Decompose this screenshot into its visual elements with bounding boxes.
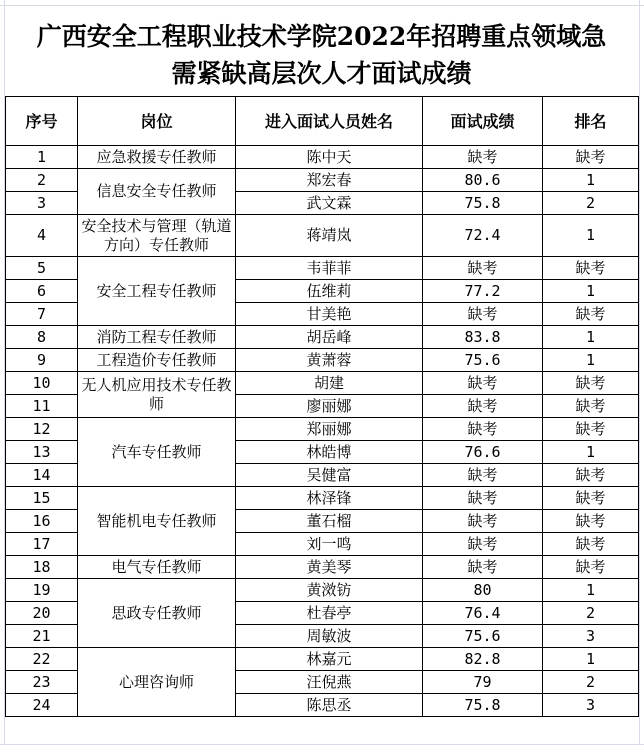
cell-rank: 1 (543, 169, 639, 192)
cell-name: 黄萧蓉 (236, 349, 423, 372)
table-row (6, 215, 639, 257)
cell-name: 周敏波 (236, 625, 423, 648)
cell-rank: 缺考 (543, 395, 639, 418)
table-row (6, 257, 639, 280)
table-row (6, 579, 639, 602)
header-rank: 排名 (543, 97, 639, 146)
cell-score: 缺考 (423, 487, 543, 510)
cell-no: 3 (6, 192, 78, 215)
cell-rank: 缺考 (543, 556, 639, 579)
table-row (6, 648, 639, 671)
cell-no: 13 (6, 441, 78, 464)
cell-rank: 3 (543, 694, 639, 717)
cell-score: 缺考 (423, 510, 543, 533)
cell-no: 7 (6, 303, 78, 326)
cell-score: 缺考 (423, 395, 543, 418)
cell-score: 缺考 (423, 464, 543, 487)
cell-rank: 缺考 (543, 533, 639, 556)
cell-score: 缺考 (423, 533, 543, 556)
cell-no: 24 (6, 694, 78, 717)
header-candidate-name: 进入面试人员姓名 (236, 97, 423, 146)
cell-rank: 缺考 (543, 487, 639, 510)
cell-rank: 缺考 (543, 257, 639, 280)
cell-no: 20 (6, 602, 78, 625)
cell-position: 应急救援专任教师 (78, 146, 236, 169)
cell-score: 77.2 (423, 280, 543, 303)
table-row (6, 349, 639, 372)
cell-rank: 1 (543, 326, 639, 349)
cell-name: 郑丽娜 (236, 418, 423, 441)
cell-name: 胡建 (236, 372, 423, 395)
cell-position: 思政专任教师 (78, 579, 236, 648)
cell-no: 16 (6, 510, 78, 533)
cell-no: 22 (6, 648, 78, 671)
cell-name: 廖丽娜 (236, 395, 423, 418)
cell-position: 安全工程专任教师 (78, 257, 236, 326)
cell-score: 75.8 (423, 694, 543, 717)
table-row (6, 556, 639, 579)
cell-score: 75.8 (423, 192, 543, 215)
cell-name: 杜春亭 (236, 602, 423, 625)
table-row (6, 146, 639, 169)
cell-rank: 1 (543, 648, 639, 671)
cell-score: 76.4 (423, 602, 543, 625)
header-score: 面试成绩 (423, 97, 543, 146)
cell-name: 董石榴 (236, 510, 423, 533)
cell-score: 79 (423, 671, 543, 694)
cell-no: 17 (6, 533, 78, 556)
cell-no: 9 (6, 349, 78, 372)
cell-no: 21 (6, 625, 78, 648)
table-row (6, 169, 639, 192)
cell-rank: 2 (543, 602, 639, 625)
cell-score: 缺考 (423, 372, 543, 395)
cell-name: 黄美琴 (236, 556, 423, 579)
cell-name: 甘美艳 (236, 303, 423, 326)
cell-score: 75.6 (423, 625, 543, 648)
cell-position: 智能机电专任教师 (78, 487, 236, 556)
cell-name: 蒋靖岚 (236, 215, 423, 257)
cell-rank: 1 (543, 579, 639, 602)
cell-position: 消防工程专任教师 (78, 326, 236, 349)
cell-no: 19 (6, 579, 78, 602)
cell-no: 6 (6, 280, 78, 303)
table-row (6, 418, 639, 441)
page-title (5, 6, 638, 96)
cell-score: 缺考 (423, 146, 543, 169)
table-row (6, 372, 639, 395)
cell-name: 汪倪燕 (236, 671, 423, 694)
cell-score: 76.6 (423, 441, 543, 464)
cell-name: 伍维莉 (236, 280, 423, 303)
cell-name: 刘一鸣 (236, 533, 423, 556)
cell-position: 汽车专任教师 (78, 418, 236, 487)
cell-no: 11 (6, 395, 78, 418)
cell-no: 4 (6, 215, 78, 257)
header-no: 序号 (6, 97, 78, 146)
cell-name: 林嘉元 (236, 648, 423, 671)
cell-name: 林泽锋 (236, 487, 423, 510)
cell-rank: 1 (543, 215, 639, 257)
title-line-2: 需紧缺高层次人才面试成绩 (171, 59, 472, 88)
cell-rank: 缺考 (543, 146, 639, 169)
cell-name: 郑宏春 (236, 169, 423, 192)
cell-rank: 缺考 (543, 464, 639, 487)
cell-no: 15 (6, 487, 78, 510)
cell-name: 韦菲菲 (236, 257, 423, 280)
cell-no: 2 (6, 169, 78, 192)
cell-no: 23 (6, 671, 78, 694)
title-line-1: 广西安全工程职业技术学院2022年招聘重点领域急 (36, 22, 607, 51)
cell-name: 吴健富 (236, 464, 423, 487)
cell-score: 82.8 (423, 648, 543, 671)
cell-no: 12 (6, 418, 78, 441)
cell-score: 缺考 (423, 556, 543, 579)
cell-rank: 缺考 (543, 510, 639, 533)
cell-rank: 1 (543, 441, 639, 464)
cell-no: 1 (6, 146, 78, 169)
cell-name: 陈思丞 (236, 694, 423, 717)
cell-rank: 2 (543, 192, 639, 215)
cell-position: 无人机应用技术专任教师 (78, 372, 236, 418)
cell-position: 工程造价专任教师 (78, 349, 236, 372)
cell-score: 83.8 (423, 326, 543, 349)
table-row (6, 487, 639, 510)
header-row (6, 97, 639, 146)
cell-name: 陈中天 (236, 146, 423, 169)
cell-rank: 1 (543, 349, 639, 372)
cell-no: 5 (6, 257, 78, 280)
interview-scores-table (5, 96, 639, 717)
table-row (6, 326, 639, 349)
cell-score: 75.6 (423, 349, 543, 372)
cell-score: 缺考 (423, 418, 543, 441)
cell-score: 缺考 (423, 303, 543, 326)
cell-score: 80 (423, 579, 543, 602)
cell-no: 18 (6, 556, 78, 579)
cell-rank: 2 (543, 671, 639, 694)
cell-no: 10 (6, 372, 78, 395)
cell-position: 电气专任教师 (78, 556, 236, 579)
cell-rank: 缺考 (543, 303, 639, 326)
cell-rank: 缺考 (543, 372, 639, 395)
cell-rank: 缺考 (543, 418, 639, 441)
cell-position: 安全技术与管理（轨道方向）专任教师 (78, 215, 236, 257)
cell-no: 14 (6, 464, 78, 487)
cell-rank: 1 (543, 280, 639, 303)
cell-no: 8 (6, 326, 78, 349)
cell-score: 72.4 (423, 215, 543, 257)
cell-score: 缺考 (423, 257, 543, 280)
header-position: 岗位 (78, 97, 236, 146)
cell-score: 80.6 (423, 169, 543, 192)
cell-name: 武文霖 (236, 192, 423, 215)
cell-name: 林皓博 (236, 441, 423, 464)
cell-name: 胡岳峰 (236, 326, 423, 349)
cell-rank: 3 (543, 625, 639, 648)
cell-name: 黄滧钫 (236, 579, 423, 602)
cell-position: 心理咨询师 (78, 648, 236, 717)
cell-position: 信息安全专任教师 (78, 169, 236, 215)
